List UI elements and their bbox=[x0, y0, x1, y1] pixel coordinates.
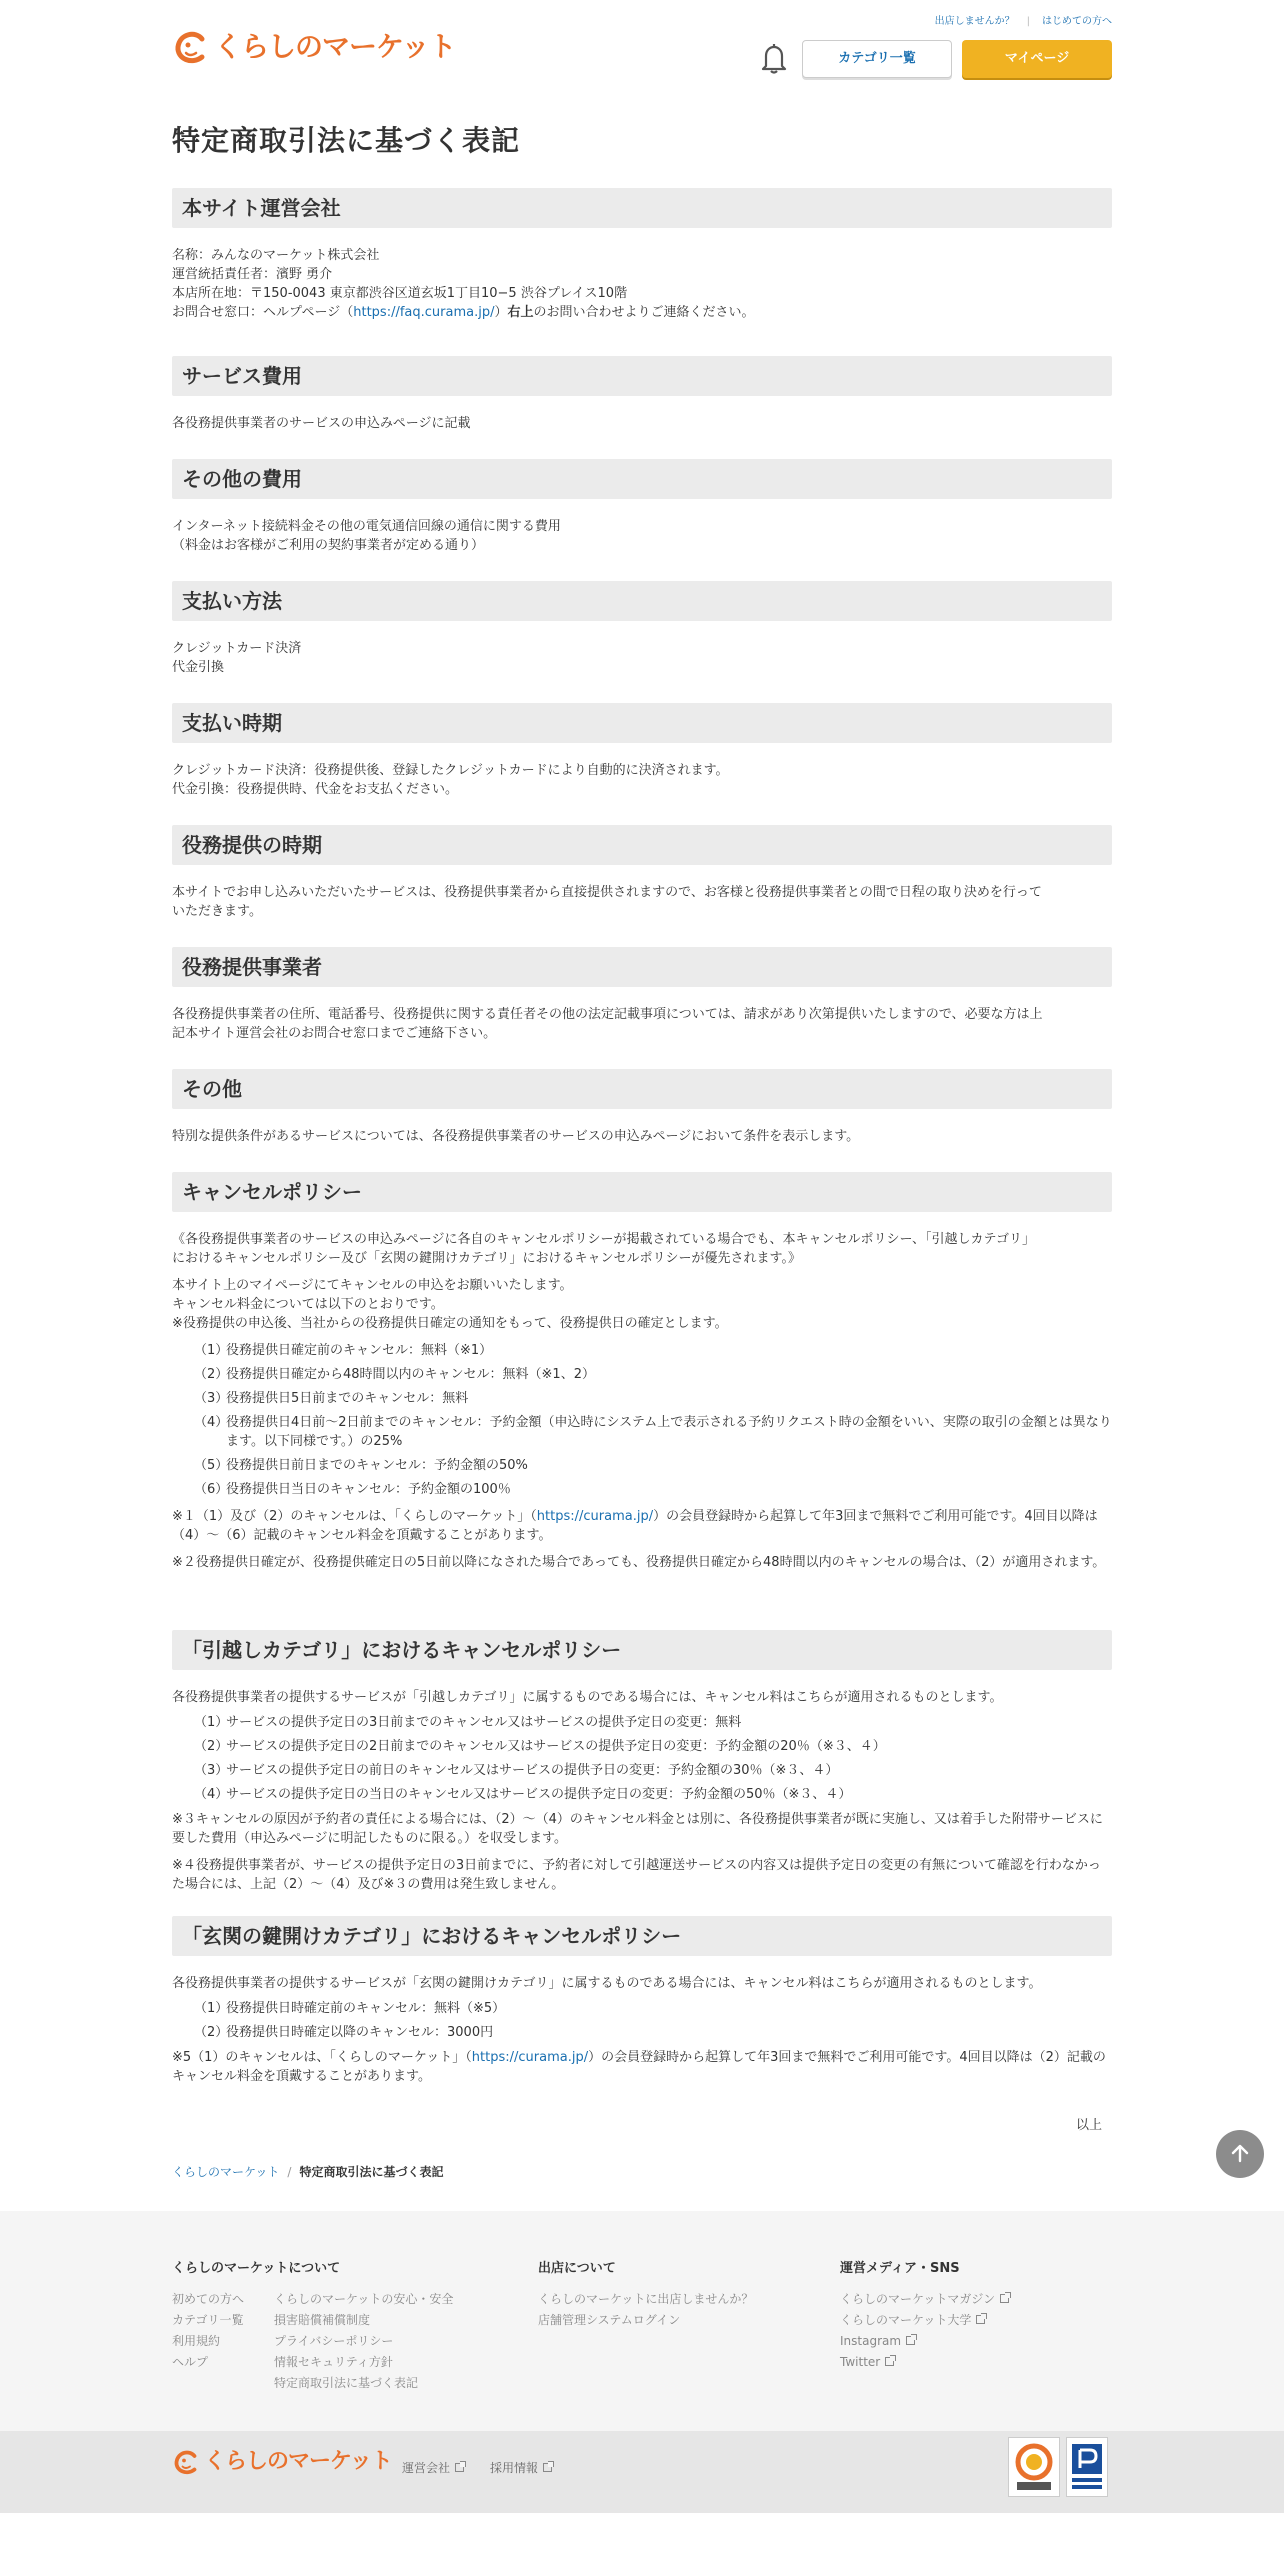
footer bbox=[0, 2211, 1284, 2431]
key-fee-list bbox=[172, 1999, 1112, 2042]
footer-link[interactable]: くらしのマーケットマガジン bbox=[840, 2289, 1009, 2310]
section-heading-provider: 役務提供事業者 bbox=[172, 947, 1112, 987]
list-item: （3） 役務提供日5日前までのキャンセル：無料 bbox=[194, 1391, 469, 1406]
list-item: （2） サービスの提供予定日の2日前までのキャンセル又はサービスの提供予定日の変更：予約金額の20％（※３、４） bbox=[194, 1739, 886, 1754]
page-title: 特定商取引法に基づく表記 bbox=[172, 124, 521, 157]
footer-about-heading: くらしのマーケットについて bbox=[172, 2261, 341, 2276]
list-item: （4） サービスの提供予定日の当日のキャンセル又はサービスの提供予定日の変更：予約金額の50％（※３、４） bbox=[194, 1787, 852, 1802]
footer-shop-heading: 出店について bbox=[538, 2261, 616, 2276]
payment-timing-text: クレジットカード決済：役務提供後、登録したクレジットカードにより自動的に決済されます。 代金引換：役務提供時、代金をお支払ください。 bbox=[172, 763, 729, 797]
section-heading-moving-cancel: 「引越しカテゴリ」におけるキャンセルポリシー bbox=[172, 1630, 1112, 1670]
list-item: （2） 役務提供日時確定以降のキャンセル：3000円 bbox=[194, 2025, 494, 2040]
top-link-separator: | bbox=[1026, 16, 1030, 27]
breadcrumb bbox=[172, 2163, 1112, 2181]
cancel-note-1: ※１（1）及び（2）のキャンセルは、「くらしのマーケット」（https://curama.jp/）の会員登録時から起算して年3回まで無料でご利用可能です。4回目以降は（4）〜（6）記載のキャンセル料金を頂戴することがあります。 bbox=[172, 1509, 1098, 1543]
sgs-badge-icon bbox=[1008, 2437, 1060, 2497]
key-intro: 各役務提供事業者の提供するサービスが「玄関の鍵開けカテゴリ」に属するものである場合には、キャンセル料はこちらが適用されるものとします。 bbox=[172, 1976, 1042, 1991]
list-item: （1） 役務提供日確定前のキャンセル：無料（※1） bbox=[194, 1343, 493, 1358]
cancel-note-2: ※２役務提供日確定が、役務提供確定日の5日前以降になされた場合であっても、役務提供日確定から48時間以内のキャンセルの場合は、（2）が適用されます。 bbox=[172, 1555, 1106, 1570]
footer-logo[interactable] bbox=[172, 2445, 392, 2478]
curama-link-2[interactable]: https://curama.jp/ bbox=[471, 2050, 589, 2065]
key-note-5: ※5（1）のキャンセルは、「くらしのマーケット」（https://curama.jp/）の会員登録時から起算して年3回まで無料でご利用可能です。4回目以降は（2）記載のキャンセル料金を頂戴することがあります。 bbox=[172, 2050, 1106, 2084]
footer-link[interactable]: くらしのマーケットの安心・安全 bbox=[274, 2291, 454, 2306]
breadcrumb-home[interactable]: くらしのマーケット bbox=[172, 2165, 280, 2179]
footer-media-heading: 運営メディア・SNS bbox=[840, 2261, 960, 2276]
footer-bottom-link[interactable]: 運営会社 bbox=[402, 2459, 464, 2477]
external-link-icon bbox=[455, 2463, 464, 2472]
footer-about bbox=[172, 2259, 538, 2394]
footer-bottom-bar bbox=[0, 2431, 1284, 2513]
top-link-open-shop[interactable]: 出店しませんか？ bbox=[934, 16, 1015, 27]
company-manager: 運営統括責任者：濱野 勇介 bbox=[172, 267, 333, 282]
list-item: （3） サービスの提供予定日の前日のキャンセル又はサービスの提供予日の変更：予約金額の30％（※３、４） bbox=[194, 1763, 839, 1778]
bell-icon[interactable] bbox=[758, 42, 790, 76]
privacy-mark-icon bbox=[1066, 2437, 1108, 2497]
footer-link[interactable]: ヘルプ bbox=[172, 2354, 209, 2369]
external-link-icon bbox=[906, 2336, 915, 2345]
footer-bottom-link[interactable]: 採用情報 bbox=[490, 2459, 552, 2477]
footer-link[interactable]: Instagram bbox=[840, 2331, 1009, 2352]
list-item: （1） 役務提供日時確定前のキャンセル：無料（※5） bbox=[194, 2001, 506, 2016]
other-text: 特別な提供条件があるサービスについては、各役務提供事業者のサービスの申込みページにおいて条件を表示します。 bbox=[172, 1129, 860, 1144]
footer-link[interactable]: 店舗管理システムログイン bbox=[538, 2312, 681, 2327]
footer-link[interactable]: Twitter bbox=[840, 2352, 1009, 2373]
company-info bbox=[172, 246, 1112, 322]
footer-link[interactable]: 利用規約 bbox=[172, 2333, 221, 2348]
main-content bbox=[172, 100, 1112, 2181]
provider-text: 各役務提供事業者の住所、電話番号、役務提供に関する責任者その他の法定記載事項については、請求があり次第提供いたしますので、必要な方は上 記本サイト運営会社のお問合せ窓口までご連絡下さい。 bbox=[172, 1007, 1043, 1041]
closing-text: 以上 bbox=[1075, 2118, 1102, 2133]
arrow-up-icon bbox=[1229, 2143, 1251, 2165]
footer-link[interactable]: 損害賠償補償制度 bbox=[274, 2312, 371, 2327]
breadcrumb-separator: / bbox=[287, 2165, 292, 2179]
company-name: 名称：みんなのマーケット株式会社 bbox=[172, 248, 380, 263]
certification-badges bbox=[1008, 2437, 1108, 2497]
cancel-body: 本サイト上のマイページにてキャンセルの申込をお願いいたします。 キャンセル料金については以下のとおりです。 ※役務提供の申込後、当社からの役務提供日確定の通知をもって、役務提供日の確定とします。 bbox=[172, 1278, 728, 1331]
category-list-button[interactable]: カテゴリ一覧 bbox=[802, 40, 952, 78]
curama-link[interactable]: https://curama.jp/ bbox=[536, 1509, 654, 1524]
scroll-to-top-button[interactable] bbox=[1216, 2130, 1264, 2178]
footer-link[interactable]: くらしのマーケット大学 bbox=[840, 2310, 1009, 2331]
company-contact: お問合せ窓口：ヘルプページ（https://faq.curama.jp/）右上のお問い合わせよりご連絡ください。 bbox=[172, 305, 755, 320]
footer-media bbox=[840, 2259, 1009, 2394]
footer-logo-text: くらしのマーケット bbox=[204, 2449, 392, 2474]
section-heading-other: その他 bbox=[172, 1069, 1112, 1109]
moving-intro: 各役務提供事業者の提供するサービスが「引越しカテゴリ」に属するものである場合には、キャンセル料はこちらが適用されるものとします。 bbox=[172, 1690, 1003, 1705]
footer-bottom-links bbox=[402, 2459, 552, 2477]
breadcrumb-current: 特定商取引法に基づく表記 bbox=[299, 2165, 444, 2179]
list-item: （6） 役務提供日当日のキャンセル：予約金額の100％ bbox=[194, 1482, 511, 1497]
payment-method-text: クレジットカード決済 代金引換 bbox=[172, 641, 302, 675]
moving-fee-list bbox=[172, 1713, 1112, 1804]
top-links bbox=[935, 14, 1112, 29]
company-address: 本店所在地：〒150-0043 東京都渋谷区道玄坂1丁目10−5 渋谷プレイス10階 bbox=[172, 286, 628, 301]
section-heading-key-cancel: 「玄関の鍵開けカテゴリ」におけるキャンセルポリシー bbox=[172, 1916, 1112, 1956]
list-item: （4） 役務提供日4日前～2日前までのキャンセル：予約金額（申込時にシステム上で表示される予約リクエスト時の金額をいい、実際の取引の金額とは異なります。以下同様です。）の25% bbox=[194, 1415, 1112, 1449]
section-heading-payment-method: 支払い方法 bbox=[172, 581, 1112, 621]
cancel-intro: 《各役務提供事業者のサービスの申込みページに各自のキャンセルポリシーが掲載されている場合でも、本キャンセルポリシー、「引越しカテゴリ」 におけるキャンセルポリシー及び「玄関の鍵開けカテゴリ」におけるキャンセルポリシーが優先されます。》 bbox=[172, 1232, 1035, 1266]
header bbox=[0, 0, 1284, 100]
list-item: （5） 役務提供日前日までのキャンセル：予約金額の50% bbox=[194, 1458, 528, 1473]
footer-link[interactable]: 情報セキュリティ方針 bbox=[274, 2354, 393, 2369]
external-link-icon bbox=[976, 2315, 985, 2324]
top-link-first-time[interactable]: はじめての方へ bbox=[1042, 16, 1112, 27]
footer-shop bbox=[538, 2259, 840, 2394]
section-heading-payment-timing: 支払い時期 bbox=[172, 703, 1112, 743]
logo-mark-icon bbox=[172, 27, 212, 67]
external-link-icon bbox=[543, 2463, 552, 2472]
external-link-icon bbox=[885, 2357, 894, 2366]
site-logo[interactable] bbox=[172, 26, 456, 68]
footer-link[interactable]: 特定商取引法に基づく表記 bbox=[274, 2375, 419, 2390]
service-timing-text: 本サイトでお申し込みいただいたサービスは、役務提供事業者から直接提供されますので、お客様と役務提供事業者との間で日程の取り決めを行って いただきます。 bbox=[172, 885, 1042, 919]
faq-link[interactable]: https://faq.curama.jp/ bbox=[353, 305, 495, 320]
section-heading-service-fee: サービス費用 bbox=[172, 356, 1112, 396]
section-heading-other-fee: その他の費用 bbox=[172, 459, 1112, 499]
section-heading-cancel-policy: キャンセルポリシー bbox=[172, 1172, 1112, 1212]
footer-link[interactable]: 初めての方へ bbox=[172, 2291, 245, 2306]
service-fee-text: 各役務提供事業者のサービスの申込みページに記載 bbox=[172, 416, 471, 431]
logo-mark-icon bbox=[172, 2447, 202, 2477]
footer-link[interactable]: くらしのマーケットに出店しませんか？ bbox=[538, 2291, 754, 2306]
external-link-icon bbox=[1000, 2294, 1009, 2303]
logo-text: くらしのマーケット bbox=[214, 30, 456, 63]
moving-note-4: ※４役務提供事業者が、サービスの提供予定日の3日前までに、予約者に対して引越運送サービスの内容又は提供予定日の変更の有無について確認を行わなかった場合には、上記（2）～（4）及び※３の費用は発生致しません。 bbox=[172, 1858, 1101, 1892]
other-fee-text: インターネット接続料金その他の電気通信回線の通信に関する費用 （料金はお客様がご利用の契約事業者が定める通り） bbox=[172, 519, 561, 553]
list-item: （1） サービスの提供予定日の3日前までのキャンセル又はサービスの提供予定日の変更：無料 bbox=[194, 1715, 742, 1730]
section-heading-service-timing: 役務提供の時期 bbox=[172, 825, 1112, 865]
list-item: （2） 役務提供日確定から48時間以内のキャンセル：無料（※1、2） bbox=[194, 1367, 595, 1382]
section-heading-company: 本サイト運営会社 bbox=[172, 188, 1112, 228]
mypage-button[interactable]: マイページ bbox=[962, 40, 1112, 78]
footer-link[interactable]: プライバシーポリシー bbox=[274, 2333, 394, 2348]
moving-note-3: ※３キャンセルの原因が予約者の責任による場合には、（2）〜（4）のキャンセル料金とは別に、各役務提供事業者が既に実施し、又は着手した附帯サービスに要した費用（申込みページに明記したものに限る。）を収受します。 bbox=[172, 1812, 1103, 1846]
footer-link[interactable]: カテゴリ一覧 bbox=[172, 2312, 244, 2327]
cancel-fee-list bbox=[172, 1341, 1112, 1499]
